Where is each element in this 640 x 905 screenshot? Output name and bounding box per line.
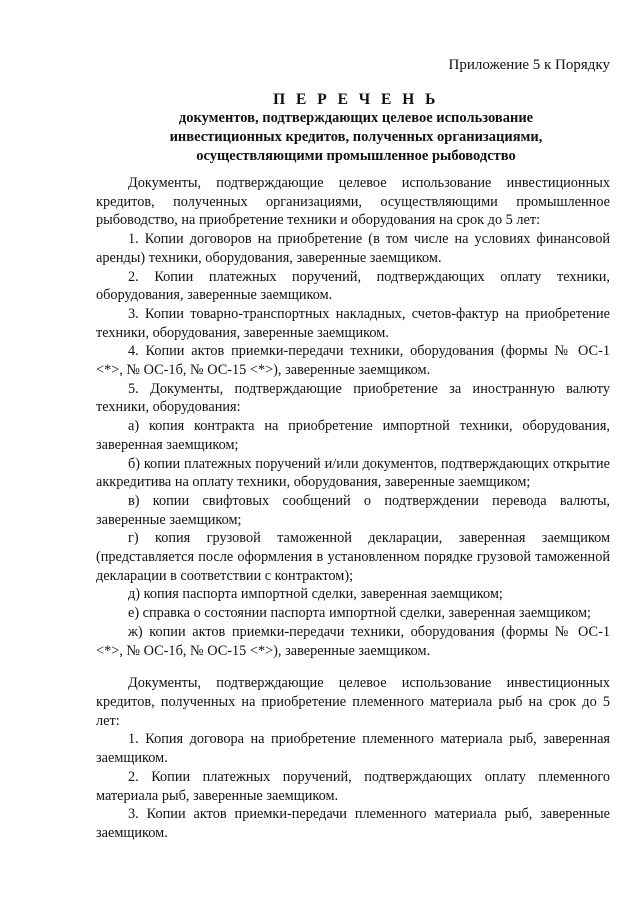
document-title (96, 90, 616, 166)
section-spacer (96, 660, 610, 674)
list-item: 3. Копии товарно-транспортных накладных, счетов-фактур на приобретение техники, оборудования, заверенные заемщиком. (96, 305, 610, 341)
section2-intro: Документы, подтверждающие целевое использование инвестиционных кредитов, полученных на приобретение племенного материала рыб на срок до 5 лет: (96, 675, 610, 729)
list-item: а) копия контракта на приобретение импортной техники, оборудования, заверенная заемщиком; (96, 418, 610, 453)
list-item: 1. Копии договоров на приобретение (в том числе на условиях финансовой аренды) техники, оборудования, заверенные заемщиком. (96, 231, 610, 266)
title-main: П Е Р Е Ч Е Н Ь (273, 91, 439, 108)
document-body (96, 174, 610, 843)
list-item: д) копия паспорта импортной сделки, заверенная заемщиком; (128, 586, 503, 603)
list-item: 2. Копии платежных поручений, подтверждающих оплату техники, оборудования, заверенные заемщиком. (96, 268, 610, 304)
title-line-2: инвестиционных кредитов, полученных организациями, (169, 129, 543, 145)
list-item: 4. Копии актов приемки-передачи техники, оборудования (формы № ОС-1 <*>, № ОС-1б, № ОС-15 <*>), заверенные заемщиком. (96, 343, 610, 379)
title-line-1: документов, подтверждающих целевое использование (178, 110, 534, 126)
list-item: е) справка о состоянии паспорта импортной сделки, заверенная заемщиком; (128, 605, 592, 622)
list-item: 2. Копии платежных поручений, подтверждающих оплату племенного материала рыб, заверенные заемщиком. (96, 768, 610, 804)
title-line-3: осуществляющими промышленное рыбоводство (196, 148, 516, 164)
list-item: б) копии платежных поручений и/или документов, подтверждающих открытие аккредитива на оплату техники, оборудования, заверенные заемщиком; (96, 455, 610, 491)
list-item: ж) копии актов приемки-передачи техники, оборудования (формы № ОС-1 <*>, № ОС-1б, № ОС-15 <*>), заверенные заемщиком. (96, 623, 610, 659)
list-item: 5. Документы, подтверждающие приобретение за иностранную валюту техники, оборудования: (96, 380, 610, 416)
list-item: в) копии свифтовых сообщений о подтверждении перевода валюты, заверенные заемщиком; (96, 492, 610, 528)
appendix-reference: Приложение 5 к Порядку (448, 57, 610, 73)
list-item: г) копия грузовой таможенной декларации, заверенная заемщиком (представляется после оформления в установленном порядке грузовой таможенной декларации в соответствии с контрактом); (96, 530, 610, 584)
section1-intro: Документы, подтверждающие целевое использование инвестиционных кредитов, полученных организациями, осуществляющими промышленное рыбоводство, на приобретение техники и оборудования на срок до 5 лет: (96, 175, 610, 229)
list-item: 3. Копии актов приемки-передачи племенного материала рыб, заверенные заемщиком. (96, 806, 610, 841)
list-item: 1. Копия договора на приобретение племенного материала рыб, заверенная заемщиком. (96, 731, 610, 767)
